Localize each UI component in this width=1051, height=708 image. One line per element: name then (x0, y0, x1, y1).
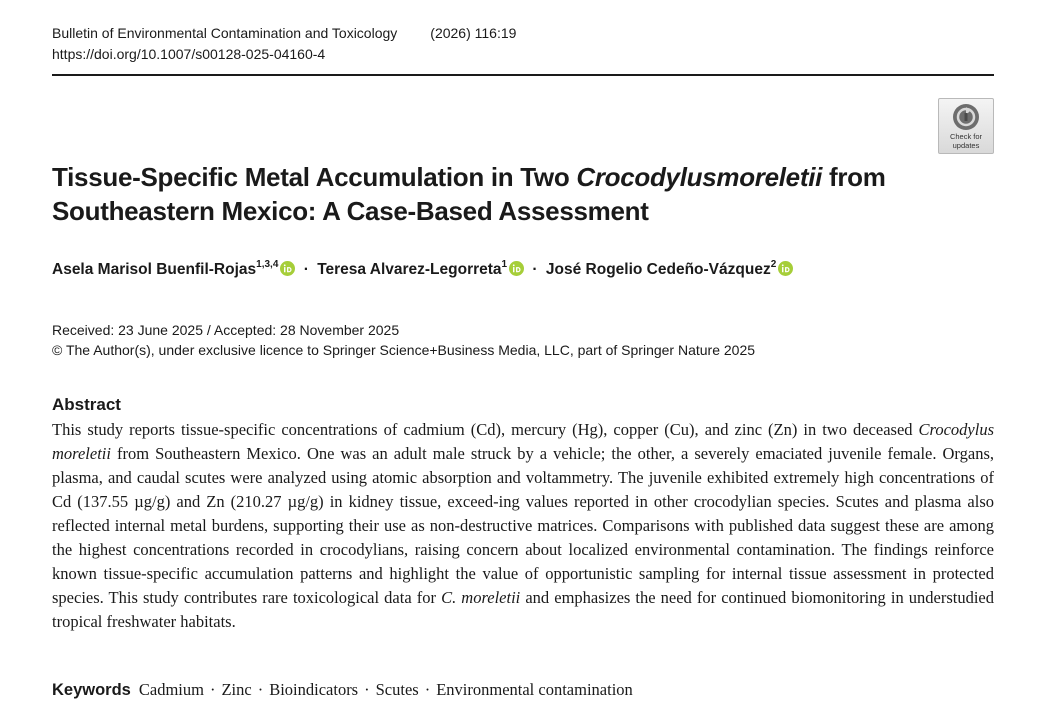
abstract-species-short: C. moreletii (441, 588, 521, 607)
copyright-notice: © The Author(s), under exclusive licence to Springer Science+Business Media, LLC, part of Springer Nature 2025 (52, 342, 756, 358)
check-for-updates-badge[interactable] (938, 98, 994, 154)
publication-dates (52, 320, 755, 360)
abstract-segment: and emphasizes the need for continued biomonitoring in understudied tropical freshwater habitats. (52, 588, 995, 631)
journal-name: Bulletin of Environmental Contamination and Toxicology (52, 25, 398, 41)
check-updates-label-2: updates (952, 141, 980, 150)
author-separator: · (303, 261, 309, 278)
author-separator: · (532, 261, 538, 278)
doi-link[interactable]: https://doi.org/10.1007/s00128-025-04160-4 (52, 46, 326, 62)
keyword-separator: · (364, 680, 370, 699)
check-for-updates-icon (951, 102, 981, 132)
author-name: José Rogelio Cedeño-Vázquez (545, 261, 771, 278)
keyword-item: Bioindicators (269, 680, 359, 699)
keyword-separator: · (257, 680, 264, 699)
author-list (52, 261, 793, 279)
abstract-species: Crocodylus moreletii (52, 420, 994, 463)
received-accepted: Received: 23 June 2025 / Accepted: 28 November 2025 (52, 322, 400, 338)
orcid-icon[interactable] (778, 261, 793, 276)
abstract-heading: Abstract (52, 395, 121, 414)
header-divider (52, 74, 994, 76)
keyword-separator: · (424, 680, 431, 699)
author-affiliations: 2 (770, 259, 777, 270)
keyword-item: Zinc (221, 680, 252, 699)
orcid-icon[interactable] (280, 261, 295, 276)
keyword-item: Cadmium (138, 680, 204, 699)
keyword-separator: · (209, 680, 216, 699)
title-part-2: from Southeastern Mexico: A Case-Based Assessment (52, 162, 886, 226)
keywords (52, 680, 633, 700)
abstract-segment: This study reports tissue-specific concentrations of cadmium (Cd), mercury (Hg), copper (Cu), and zinc (Zn) in two deceased (52, 420, 919, 439)
orcid-icon[interactable] (509, 261, 524, 276)
author-affiliations: 1,3,4 (256, 259, 279, 270)
check-updates-label-1: Check for (949, 132, 983, 141)
keyword-item: Scutes (375, 680, 419, 699)
journal-header (52, 23, 994, 65)
abstract-text (52, 418, 994, 634)
author-name: Teresa Alvarez-Legorreta (317, 261, 502, 278)
author-affiliations: 1 (501, 259, 508, 270)
keywords-label: Keywords (52, 681, 131, 699)
title-species: Crocodylusmoreletii (576, 162, 823, 192)
abstract-segment: from Southeastern Mexico. One was an adult male struck by a vehicle; the other, a severely emaciated juvenile female. Organs, plasma, and caudal scutes were analyzed using atomic absorption and voltammetry. The juvenile exhibited extremely high concentrations of Cd (137.55 µg/g) and Zn (210.27 µg/g) in kidney tissue, exceed-ing values reported in other crocodylian species. Scutes and plasma also reflected internal metal burdens, supporting their use as non-destructive matrices. Comparisons with published data suggest these are among the highest concentrations recorded in crocodylians, raising concern about localized environmental contamination. The findings reinforce known tissue-specific accumulation patterns and highlight the value of opportunistic sampling for internal tissue assessment in protected species. This study contributes rare toxicological data for (52, 444, 994, 607)
title-part-1: Tissue-Specific Metal Accumulation in Two (52, 162, 577, 192)
author-name: Asela Marisol Buenfil-Rojas (52, 261, 257, 278)
keyword-item: Environmental contamination (436, 680, 633, 699)
journal-line (52, 23, 994, 44)
article-title (52, 160, 932, 228)
year-volume: (2026) 116:19 (430, 25, 517, 41)
